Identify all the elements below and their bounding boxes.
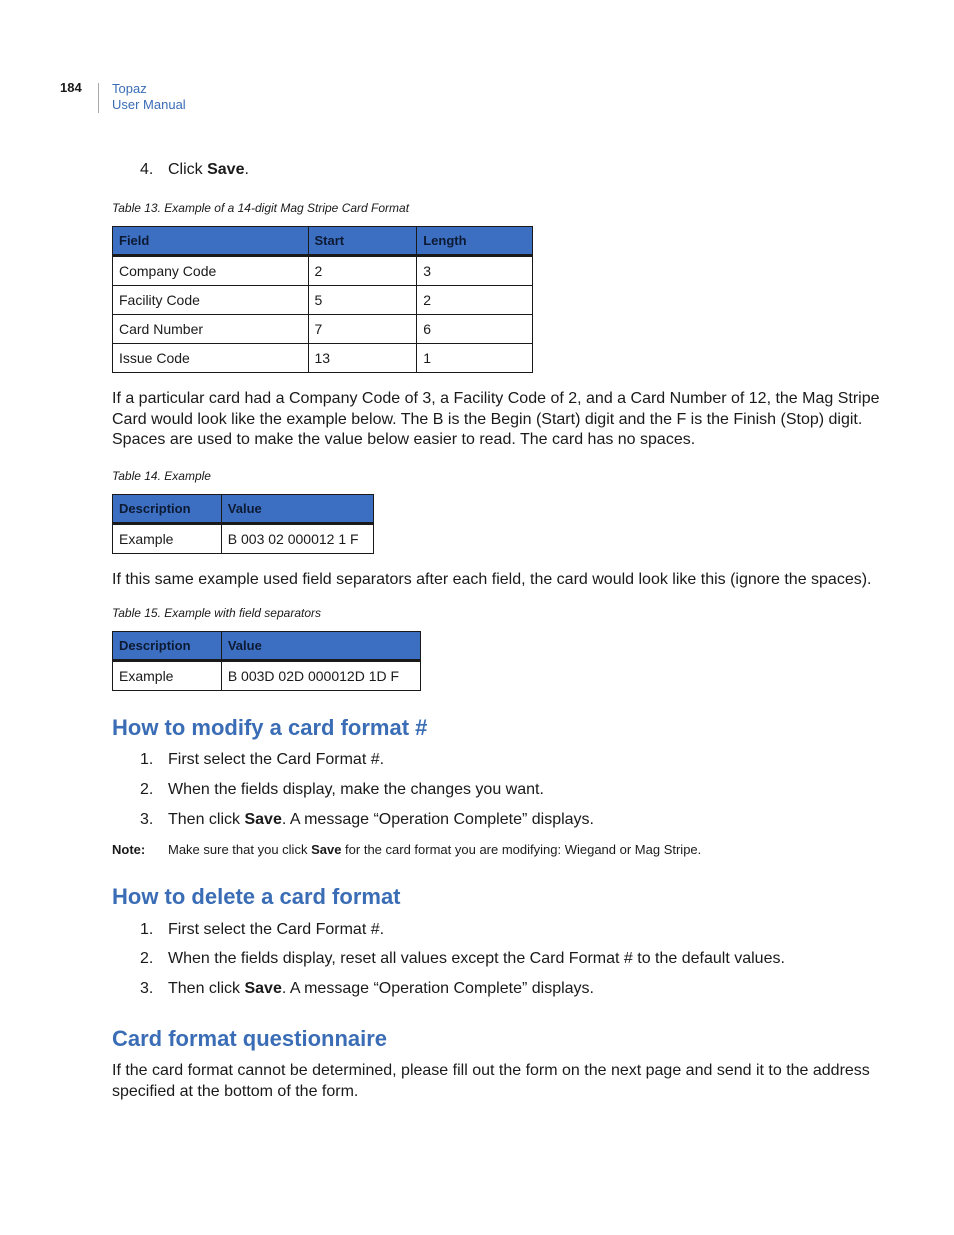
column-header-description: Description: [113, 632, 222, 661]
paragraph-separators: If this same example used field separators after each field, the card would look like this (ignore the spaces).: [112, 570, 872, 588]
column-header-description: Description: [113, 494, 222, 523]
header-divider: [98, 83, 99, 113]
table-cell: Card Number: [113, 315, 309, 344]
header-title: [112, 81, 186, 113]
table-cell: Facility Code: [113, 286, 309, 315]
note-text: Make sure that you click Save for the card format you are modifying: Wiegand or Mag Stripe.: [168, 842, 702, 857]
column-header-value: Value: [221, 632, 420, 661]
step-text: Then click Save. A message “Operation Complete” displays.: [168, 980, 594, 997]
step-number: 3.: [140, 980, 154, 997]
page-content: [112, 160, 882, 1102]
table-row: [113, 344, 533, 373]
column-header-value: Value: [221, 494, 373, 523]
table-header-row: [113, 494, 374, 523]
note: [112, 842, 882, 858]
table-15-caption: Table 15. Example with field separators: [112, 606, 322, 620]
product-name: Topaz: [112, 81, 147, 96]
step-text: When the fields display, make the changes you want.: [168, 781, 544, 798]
modify-step-3: [112, 810, 882, 830]
step-text: Click Save.: [168, 161, 249, 178]
document-name: User Manual: [112, 97, 186, 112]
step-number: 1.: [140, 751, 154, 768]
table-15: [112, 631, 421, 691]
table-13-caption: Table 13. Example of a 14-digit Mag Stripe Card Format: [112, 201, 410, 215]
step-number: 3.: [140, 811, 154, 828]
table-row: [113, 523, 374, 553]
heading-card-format-questionnaire: Card format questionnaire: [112, 1026, 388, 1051]
step-text: When the fields display, reset all values except the Card Format # to the default values.: [168, 950, 785, 967]
delete-step-1: [112, 920, 882, 940]
column-header-field: Field: [113, 227, 309, 256]
table-cell: 7: [308, 315, 417, 344]
table-cell: Company Code: [113, 256, 309, 286]
table-row: [113, 661, 421, 691]
table-row: [113, 286, 533, 315]
table-row: [113, 256, 533, 286]
step-number: 2.: [140, 781, 154, 798]
table-13: [112, 226, 533, 373]
paragraph-questionnaire: If the card format cannot be determined, please fill out the form on the next page and send it to the address specified at the bottom of the form.: [112, 1062, 870, 1100]
table-cell: 5: [308, 286, 417, 315]
table-cell: 6: [417, 315, 533, 344]
delete-step-3: [112, 979, 882, 999]
modify-step-2: [112, 780, 882, 800]
table-header-row: [113, 632, 421, 661]
table-cell: 2: [308, 256, 417, 286]
heading-delete-card-format: How to delete a card format: [112, 884, 401, 909]
paragraph-card-example: If a particular card had a Company Code of 3, a Facility Code of 2, and a Card Number of 12, the Mag Stripe Card would look like the example below. The B is the Begin (Start) digit and the F is the Finish (Stop) digit. Spaces are used to make the value below easier to read. The card has no spaces.: [112, 390, 880, 448]
page-number: 184: [60, 80, 82, 95]
table-cell: 2: [417, 286, 533, 315]
table-header-row: [113, 227, 533, 256]
note-label: Note:: [112, 842, 146, 857]
table-cell: B 003 02 000012 1 F: [221, 523, 373, 553]
modify-step-1: [112, 750, 882, 770]
table-14-caption: Table 14. Example: [112, 468, 211, 483]
heading-modify-card-format: How to modify a card format #: [112, 715, 428, 740]
step-number: 1.: [140, 921, 154, 938]
step-text: First select the Card Format #.: [168, 921, 385, 938]
column-header-length: Length: [417, 227, 533, 256]
table-cell: Issue Code: [113, 344, 309, 373]
table-cell: Example: [113, 661, 222, 691]
column-header-start: Start: [308, 227, 417, 256]
step-text: First select the Card Format #.: [168, 751, 385, 768]
table-row: [113, 315, 533, 344]
table-cell: 1: [417, 344, 533, 373]
step-number: 4.: [140, 161, 154, 178]
delete-step-2: [112, 949, 882, 969]
table-cell: 3: [417, 256, 533, 286]
table-cell: Example: [113, 523, 222, 553]
step-text: Then click Save. A message “Operation Complete” displays.: [168, 811, 594, 828]
step-number: 2.: [140, 950, 154, 967]
table-14: [112, 494, 374, 554]
step-4: [112, 160, 882, 180]
table-cell: 13: [308, 344, 417, 373]
table-cell: B 003D 02D 000012D 1D F: [221, 661, 420, 691]
